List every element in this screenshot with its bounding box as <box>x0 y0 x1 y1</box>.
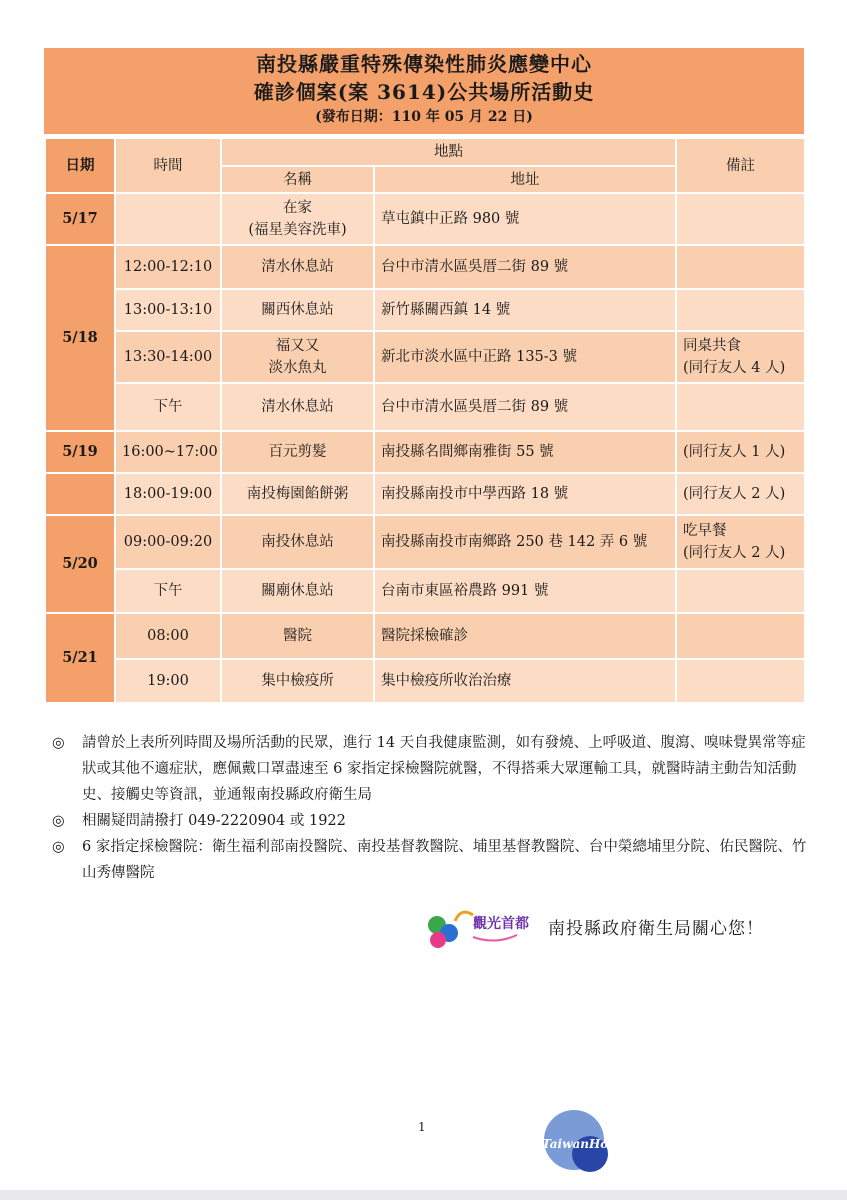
remark-cell: (同行友人 1 人) <box>676 431 805 473</box>
time-cell: 16:00~17:00 <box>115 431 221 473</box>
place-name-cell: 清水休息站 <box>221 383 374 431</box>
table-row <box>45 289 805 331</box>
address-cell: 台南市東區裕農路 991 號 <box>374 569 676 613</box>
remark-cell <box>676 569 805 613</box>
place-name-cell: 南投梅園餡餅粥 <box>221 473 374 515</box>
table-row <box>45 473 805 515</box>
place-name-line: 淡水魚丸 <box>268 360 327 376</box>
time-cell: 12:00-12:10 <box>115 245 221 289</box>
remark-line: 同桌共食 <box>683 338 741 354</box>
place-name-cell: 關西休息站 <box>221 289 374 331</box>
logo-text: 觀光首都 <box>473 916 529 932</box>
date-cell: 5/20 <box>45 515 115 613</box>
table-row <box>45 331 805 383</box>
note-text: 相關疑問請撥打 049-2220904 或 1922 <box>82 813 346 829</box>
place-name-cell: 集中檢疫所 <box>221 659 374 703</box>
table-row <box>45 613 805 659</box>
signoff-text: 南投縣政府衛生局關心您！ <box>548 919 764 939</box>
place-name-cell <box>221 331 374 383</box>
note-text: 請曾於上表所列時間及場所活動的民眾，進行 14 天自我健康監測，如有發燒、上呼吸道、腹瀉、嗅味覺異常等症狀或其他不適症狀，應佩戴口罩盡速至 6 家指定採檢醫院就醫，不得搭乘大眾運輸工具，就醫時請主動告知活動史、接觸史等資訊，並通報南投縣政府衛生局 <box>82 735 806 803</box>
address-cell: 新竹縣關西鎮 14 號 <box>374 289 676 331</box>
header-location: 地點 <box>221 138 676 166</box>
date-cell: 5/21 <box>45 613 115 703</box>
header-remarks: 備註 <box>676 138 805 193</box>
remark-cell: (同行友人 2 人) <box>676 473 805 515</box>
table-row <box>45 383 805 431</box>
address-cell: 草屯鎮中正路 980 號 <box>374 193 676 245</box>
time-cell: 下午 <box>115 383 221 431</box>
remark-cell <box>676 659 805 703</box>
bullet-icon: ◎ <box>52 735 65 751</box>
place-name-cell: 關廟休息站 <box>221 569 374 613</box>
address-cell: 集中檢疫所收治治療 <box>374 659 676 703</box>
address-cell: 新北市淡水區中正路 135-3 號 <box>374 331 676 383</box>
bullet-icon: ◎ <box>52 813 65 829</box>
note-item <box>52 834 812 886</box>
table-row <box>45 515 805 569</box>
header-address: 地址 <box>374 166 676 193</box>
taiwanhot-watermark-icon <box>538 1106 620 1178</box>
remark-cell <box>676 331 805 383</box>
nantou-tourism-logo-icon <box>425 903 529 953</box>
time-cell <box>115 193 221 245</box>
activity-history-table <box>44 137 806 704</box>
place-name-cell: 百元剪髮 <box>221 431 374 473</box>
notes-section <box>52 730 812 886</box>
remark-line: (同行友人 2 人) <box>683 545 786 561</box>
remark-cell <box>676 613 805 659</box>
page-bottom-edge <box>0 1190 847 1200</box>
place-name-cell: 醫院 <box>221 613 374 659</box>
header-date: 日期 <box>45 138 115 193</box>
document-title: 南投縣嚴重特殊傳染性肺炎應變中心 <box>256 52 592 76</box>
table-row <box>45 659 805 703</box>
remark-cell <box>676 289 805 331</box>
time-cell: 08:00 <box>115 613 221 659</box>
time-cell: 09:00-09:20 <box>115 515 221 569</box>
address-cell: 台中市清水區吳厝二街 89 號 <box>374 245 676 289</box>
time-cell: 下午 <box>115 569 221 613</box>
place-name-line: 在家 <box>283 200 312 216</box>
remark-line: (同行友人 4 人) <box>683 360 786 376</box>
date-cell: 5/18 <box>45 245 115 431</box>
remark-cell <box>676 245 805 289</box>
address-cell: 台中市清水區吳厝二街 89 號 <box>374 383 676 431</box>
time-cell: 13:30-14:00 <box>115 331 221 383</box>
bullet-icon: ◎ <box>52 839 65 855</box>
address-cell: 南投縣名間鄉南雅街 55 號 <box>374 431 676 473</box>
time-cell: 18:00-19:00 <box>115 473 221 515</box>
place-name-line: (福星美容洗車) <box>248 222 347 238</box>
note-text: 6 家指定採檢醫院：衛生福利部南投醫院、南投基督教醫院、埔里基督教醫院、台中榮總埔里分院、佑民醫院、竹山秀傳醫院 <box>82 839 807 881</box>
time-cell: 13:00-13:10 <box>115 289 221 331</box>
document-subtitle: 確診個案(案 3614)公共場所活動史 <box>253 80 595 104</box>
remark-cell <box>676 383 805 431</box>
place-name-cell: 南投休息站 <box>221 515 374 569</box>
title-band <box>44 48 804 134</box>
table-row <box>45 245 805 289</box>
note-item <box>52 730 812 808</box>
place-name-cell <box>221 193 374 245</box>
remark-cell <box>676 515 805 569</box>
table-row <box>45 569 805 613</box>
address-cell: 南投縣南投市中學西路 18 號 <box>374 473 676 515</box>
header-time: 時間 <box>115 138 221 193</box>
remark-cell <box>676 193 805 245</box>
page-number: 1 <box>418 1120 426 1134</box>
address-cell: 醫院採檢確診 <box>374 613 676 659</box>
release-date: (發布日期：110 年 05 月 22 日) <box>315 109 533 125</box>
address-cell: 南投縣南投市南鄉路 250 巷 142 弄 6 號 <box>374 515 676 569</box>
note-item <box>52 808 812 834</box>
watermark-text: TaiwanHot <box>542 1137 614 1151</box>
table-row <box>45 193 805 245</box>
date-cell <box>45 473 115 515</box>
place-name-cell: 清水休息站 <box>221 245 374 289</box>
time-cell: 19:00 <box>115 659 221 703</box>
date-cell: 5/19 <box>45 431 115 473</box>
remark-line: 吃早餐 <box>683 523 727 539</box>
date-cell: 5/17 <box>45 193 115 245</box>
table-row <box>45 431 805 473</box>
header-name: 名稱 <box>221 166 374 193</box>
place-name-line: 福又又 <box>275 338 320 354</box>
